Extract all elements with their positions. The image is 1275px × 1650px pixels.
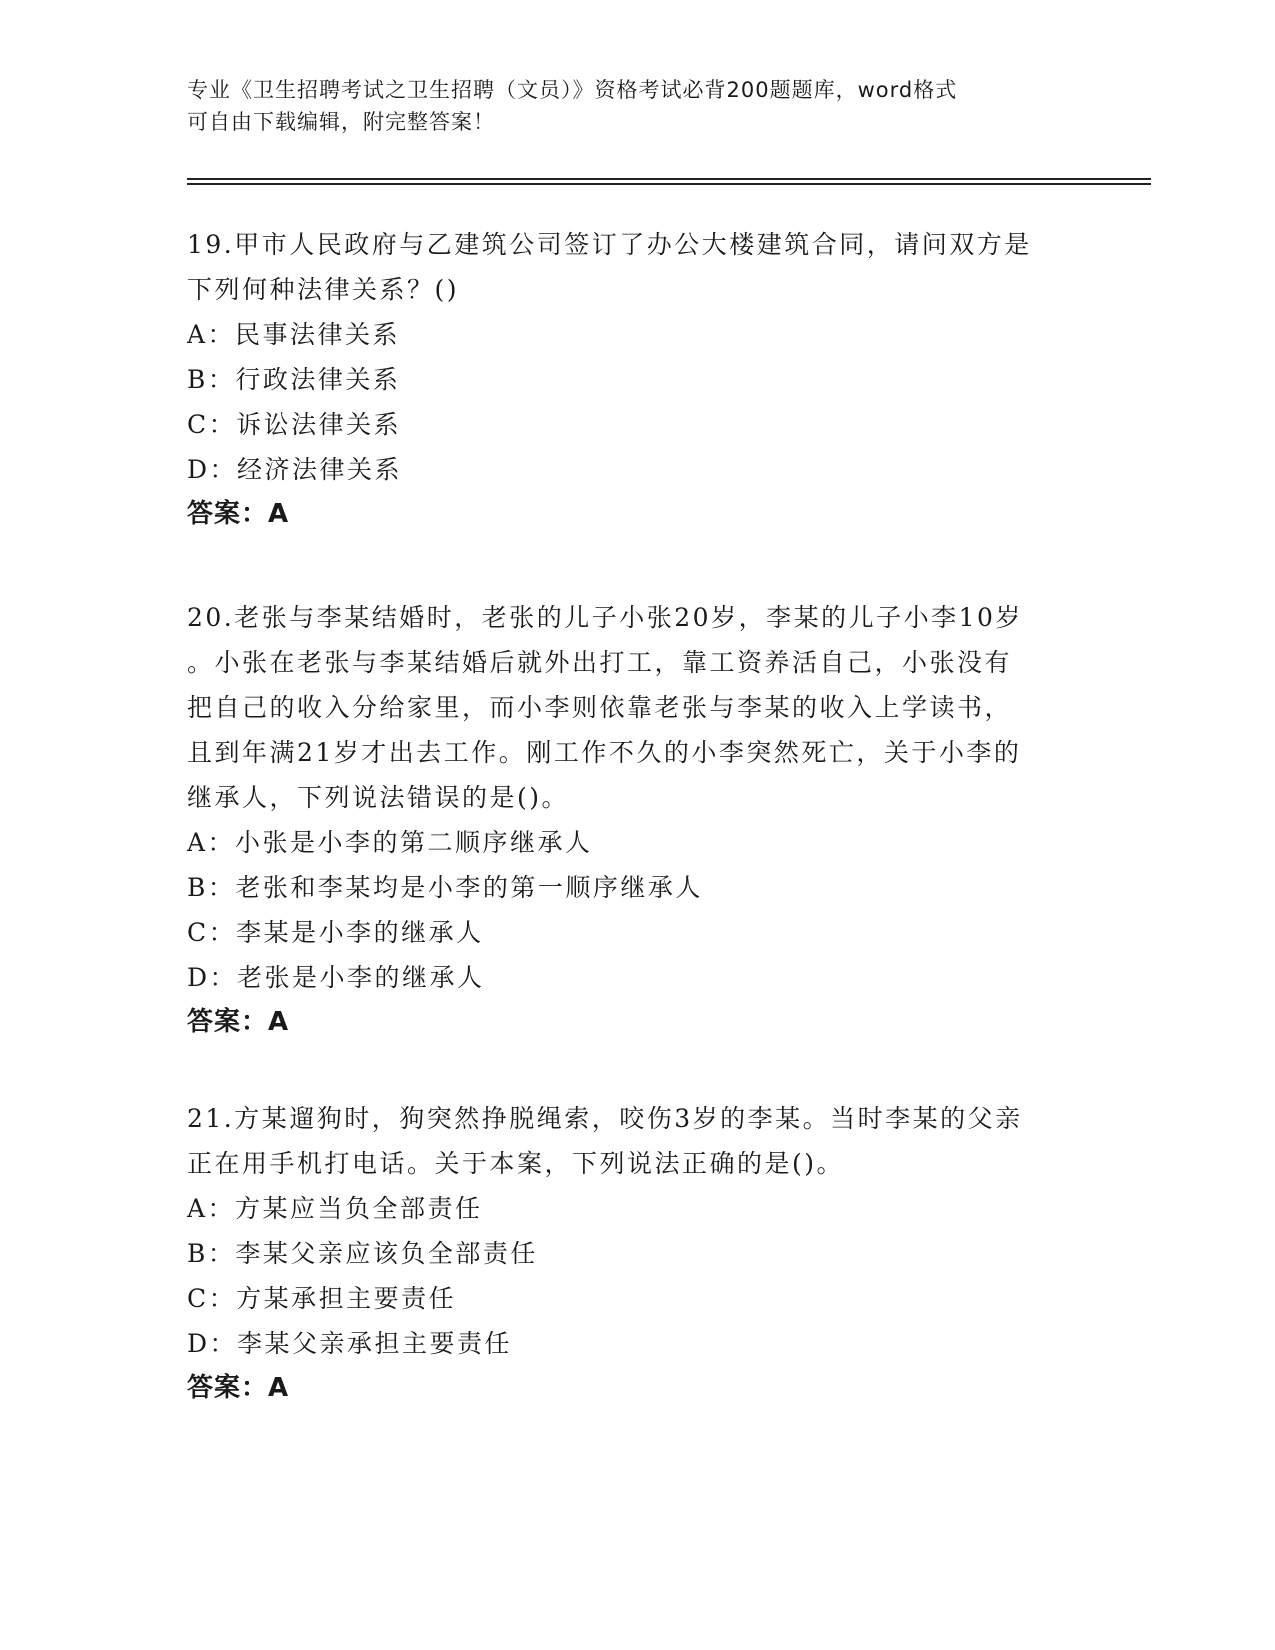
option-a: A：方某应当负全部责任 bbox=[187, 1194, 483, 1223]
document-header bbox=[187, 74, 1087, 138]
answer-line: 答案：A bbox=[187, 499, 290, 529]
option-c: C：李某是小李的继承人 bbox=[187, 918, 484, 947]
answer-line: 答案：A bbox=[187, 1373, 290, 1403]
question-stem-line: 下列何种法律关系？() bbox=[187, 275, 460, 304]
header-line-2: 可自由下载编辑，附完整答案！ bbox=[187, 110, 495, 134]
option-b: B：李某父亲应该负全部责任 bbox=[187, 1239, 538, 1268]
option-d: D：经济法律关系 bbox=[187, 455, 403, 484]
option-c: C：方某承担主要责任 bbox=[187, 1284, 457, 1313]
question-stem-line: 且到年满21岁才出去工作。刚工作不久的小李突然死亡，关于小李的 bbox=[187, 738, 1022, 767]
question-stem-line: 。小张在老张与李某结婚后就外出打工，靠工资养活自己，小张没有 bbox=[187, 648, 1013, 677]
option-d: D：李某父亲承担主要责任 bbox=[187, 1329, 513, 1358]
option-b: B：行政法律关系 bbox=[187, 365, 401, 394]
option-d: D：老张是小李的继承人 bbox=[187, 963, 485, 992]
question-21 bbox=[187, 1096, 1087, 1411]
question-stem-line: 正在用手机打电话。关于本案，下列说法正确的是()。 bbox=[187, 1149, 845, 1178]
question-stem-line: 把自己的收入分给家里，而小李则依靠老张与李某的收入上学读书， bbox=[187, 693, 1013, 722]
option-a: A：小张是小李的第二顺序继承人 bbox=[187, 828, 593, 857]
question-stem-line: 继承人，下列说法错误的是()。 bbox=[187, 783, 570, 812]
question-stem-line: 19.甲市人民政府与乙建筑公司签订了办公大楼建筑合同，请问双方是 bbox=[187, 230, 1032, 259]
header-line-1: 专业《卫生招聘考试之卫生招聘（文员）》资格考试必背200题题库，word格式 bbox=[187, 78, 958, 102]
question-stem-line: 21.方某遛狗时，狗突然挣脱绳索，咬伤3岁的李某。当时李某的父亲 bbox=[187, 1104, 1023, 1133]
option-a: A：民事法律关系 bbox=[187, 320, 401, 349]
question-20 bbox=[187, 595, 1087, 1045]
header-divider-top bbox=[187, 178, 1151, 180]
question-stem-line: 20.老张与李某结婚时，老张的儿子小张20岁，李某的儿子小李10岁 bbox=[187, 603, 1023, 632]
header-divider-bottom bbox=[187, 183, 1151, 185]
option-b: B：老张和李某均是小李的第一顺序继承人 bbox=[187, 873, 703, 902]
question-19 bbox=[187, 222, 1087, 537]
option-c: C：诉讼法律关系 bbox=[187, 410, 402, 439]
answer-line: 答案：A bbox=[187, 1007, 290, 1037]
